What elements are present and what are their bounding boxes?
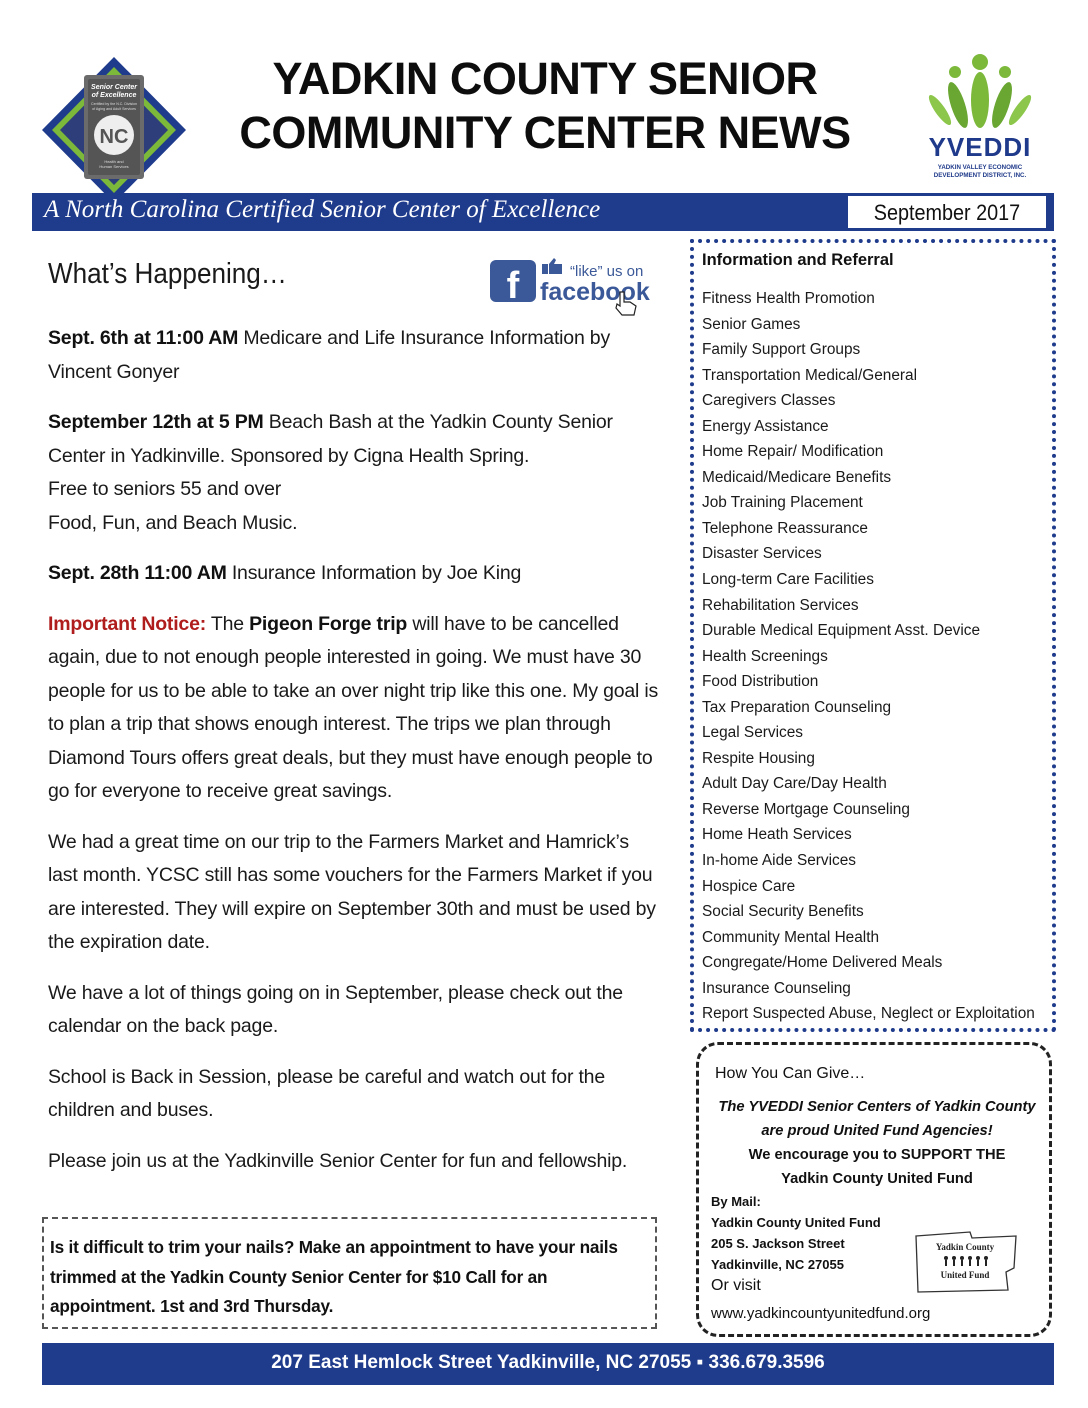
- calendar-paragraph: We have a lot of things going on in September, please check out the calendar on the back page.: [48, 981, 623, 1037]
- list-item: Rehabilitation Services: [702, 596, 859, 614]
- nail-trim-notice: [42, 1217, 657, 1329]
- event-1-text: Medicare and Life Insurance Information by Vincent Gonyer: [48, 327, 611, 383]
- list-item: Health Screenings: [702, 647, 828, 665]
- main-column: [48, 258, 663, 1195]
- list-item: Community Mental Health: [702, 928, 880, 946]
- badge-line-2: of Excellence: [91, 92, 137, 99]
- list-item: Family Support Groups: [702, 341, 861, 359]
- list-item: Social Security Benefits: [702, 903, 864, 921]
- facebook-word: facebook: [540, 278, 650, 306]
- issue-date: September 2017: [873, 200, 1021, 225]
- mail-street: 205 S. Jackson Street: [711, 1236, 845, 1251]
- date-box: [848, 196, 1046, 228]
- list-item: Insurance Counseling: [702, 979, 851, 997]
- list-item: Fitness Health Promotion: [702, 290, 875, 307]
- title-line-1: YADKIN COUNTY SENIOR: [272, 53, 818, 104]
- badge-line-3: Certified by the N.C. Division: [91, 102, 137, 106]
- event-2-text: Beach Bash at the Yadkin County Senior Center in Yadkinville. Sponsored by Cigna Health Spring.: [48, 411, 613, 467]
- event-1: [48, 322, 663, 389]
- badge-line-7: Human Services: [99, 164, 129, 169]
- list-item: Food Distribution: [702, 673, 819, 691]
- info-list: [702, 286, 1052, 1027]
- list-item: Hospice Care: [702, 877, 796, 895]
- mail-address: [711, 1191, 881, 1275]
- mail-city: Yadkinville, NC 27055: [711, 1257, 844, 1272]
- notice-text: will have to be cancelled again, due to not enough people interested in going. We must have 30 people for us to be able to take an over night trip like this one. My goal is to plan a trip that shows enough interest. The trips we plan through Diamond Tours offers great deals, but they must have enough people to go for everyone to receive great savings.: [48, 612, 659, 802]
- give-line-3: We encourage you to SUPPORT THE: [748, 1147, 1006, 1163]
- or-visit-text: Or visit: [711, 1277, 761, 1294]
- badge-line-1: Senior Center: [91, 84, 137, 91]
- badge-line-6: Health and: [104, 159, 124, 164]
- yveddi-subtitle: YADKIN VALLEY ECONOMIC DEVELOPMENT DISTRICT, INC.: [933, 164, 1027, 179]
- list-item: Report Suspected Abuse, Neglect or Exploitation: [702, 1005, 1035, 1023]
- notice-label: Important Notice:: [48, 612, 207, 635]
- list-item: Telephone Reassurance: [702, 519, 868, 537]
- info-title: Information and Referral: [702, 251, 894, 269]
- whats-happening-heading: What’s Happening…: [48, 258, 287, 290]
- notice-pre: The: [206, 612, 250, 635]
- svg-text:f: f: [506, 265, 520, 307]
- newsletter-title: [200, 52, 890, 160]
- uf-logo-line-1: Yadkin County: [935, 1242, 995, 1252]
- badge-line-4: of Aging and Adult Services: [92, 107, 136, 111]
- event-1-date: Sept. 6th at 11:00 AM: [48, 327, 239, 349]
- like-us-text: “like” us on: [570, 263, 644, 280]
- tagline-banner: [32, 193, 1054, 231]
- yveddi-logo: [910, 50, 1050, 185]
- farmers-market-paragraph: We had a great time on our trip to the Farmers Market and Hamrick’s last month. YCSC still has some vouchers for the Farmers Market if you are interested. They will expire on September 30th and must be used by the expiration date.: [48, 830, 656, 953]
- event-3-text: Insurance Information by Joe King: [226, 562, 522, 584]
- list-item: Energy Assistance: [702, 417, 829, 435]
- list-item: Tax Preparation Counseling: [702, 698, 892, 716]
- list-item: Transportation Medical/General: [702, 366, 918, 384]
- list-item: Reverse Mortgage Counseling: [702, 800, 910, 818]
- united-fund-logo: [910, 1228, 1022, 1298]
- county-outline-icon: [916, 1232, 1016, 1292]
- event-2: [48, 406, 663, 540]
- badge-nc: NC: [99, 126, 129, 148]
- footer-address: 207 East Hemlock Street Yadkinville, NC 27055 ▪ 336.679.3596: [271, 1352, 825, 1373]
- title-line-2: COMMUNITY CENTER NEWS: [239, 107, 851, 158]
- mail-name: Yadkin County United Fund: [711, 1215, 881, 1230]
- senior-center-excellence-badge: [40, 55, 188, 205]
- mail-label: By Mail:: [711, 1194, 761, 1209]
- give-message: [699, 1095, 1055, 1191]
- give-line-1: The YVEDDI Senior Centers of Yadkin County: [718, 1099, 1036, 1115]
- list-item: Job Training Placement: [702, 494, 863, 512]
- event-3-date: Sept. 28th 11:00 AM: [48, 562, 227, 584]
- tagline: A North Carolina Certified Senior Center of Excellence: [44, 196, 601, 223]
- notice-trip: Pigeon Forge trip: [249, 612, 408, 635]
- school-paragraph: School is Back in Session, please be careful and watch out for the children and buses.: [48, 1065, 605, 1121]
- list-item: Durable Medical Equipment Asst. Device: [702, 622, 981, 640]
- event-3: [48, 557, 663, 591]
- join-us-paragraph: Please join us at the Yadkinville Senior Center for fun and fellowship.: [48, 1149, 628, 1172]
- list-item: Congregate/Home Delivered Meals: [702, 954, 943, 972]
- list-item: In-home Aide Services: [702, 852, 856, 870]
- give-line-2: are proud United Fund Agencies!: [761, 1123, 993, 1139]
- list-item: Respite Housing: [702, 749, 815, 767]
- list-item: Home Heath Services: [702, 826, 852, 844]
- event-2-line-3: Food, Fun, and Beach Music.: [48, 511, 298, 534]
- event-2-line-2: Free to seniors 55 and over: [48, 478, 282, 500]
- important-notice: [48, 608, 663, 809]
- give-title: How You Can Give…: [715, 1065, 866, 1082]
- event-2-date: September 12th at 5 PM: [48, 411, 264, 433]
- yveddi-wordmark: YVEDDI: [928, 132, 1032, 162]
- uf-logo-line-2: United Fund: [940, 1270, 990, 1280]
- information-referral-box: [690, 239, 1056, 1032]
- list-item: Senior Games: [702, 315, 801, 333]
- list-item: Caregivers Classes: [702, 392, 836, 410]
- give-line-4: Yadkin County United Fund: [781, 1171, 973, 1187]
- list-item: Disaster Services: [702, 545, 822, 563]
- people-leaves-icon: [910, 50, 1050, 135]
- list-item: Legal Services: [702, 724, 803, 742]
- list-item: Home Repair/ Modification: [702, 443, 884, 461]
- list-item: Long-term Care Facilities: [702, 571, 874, 589]
- nail-trim-text: Is it difficult to trim your nails? Make an appointment to have your nails trimmed at the Yadkin County Senior Center for $10 Call for an appointment. 1st and 3rd Thursday.: [50, 1237, 618, 1316]
- list-item: Medicaid/Medicare Benefits: [702, 468, 892, 486]
- list-item: Adult Day Care/Day Health: [702, 775, 887, 793]
- footer-bar: [42, 1343, 1054, 1385]
- united-fund-link[interactable]: www.yadkincountyunitedfund.org: [711, 1305, 931, 1322]
